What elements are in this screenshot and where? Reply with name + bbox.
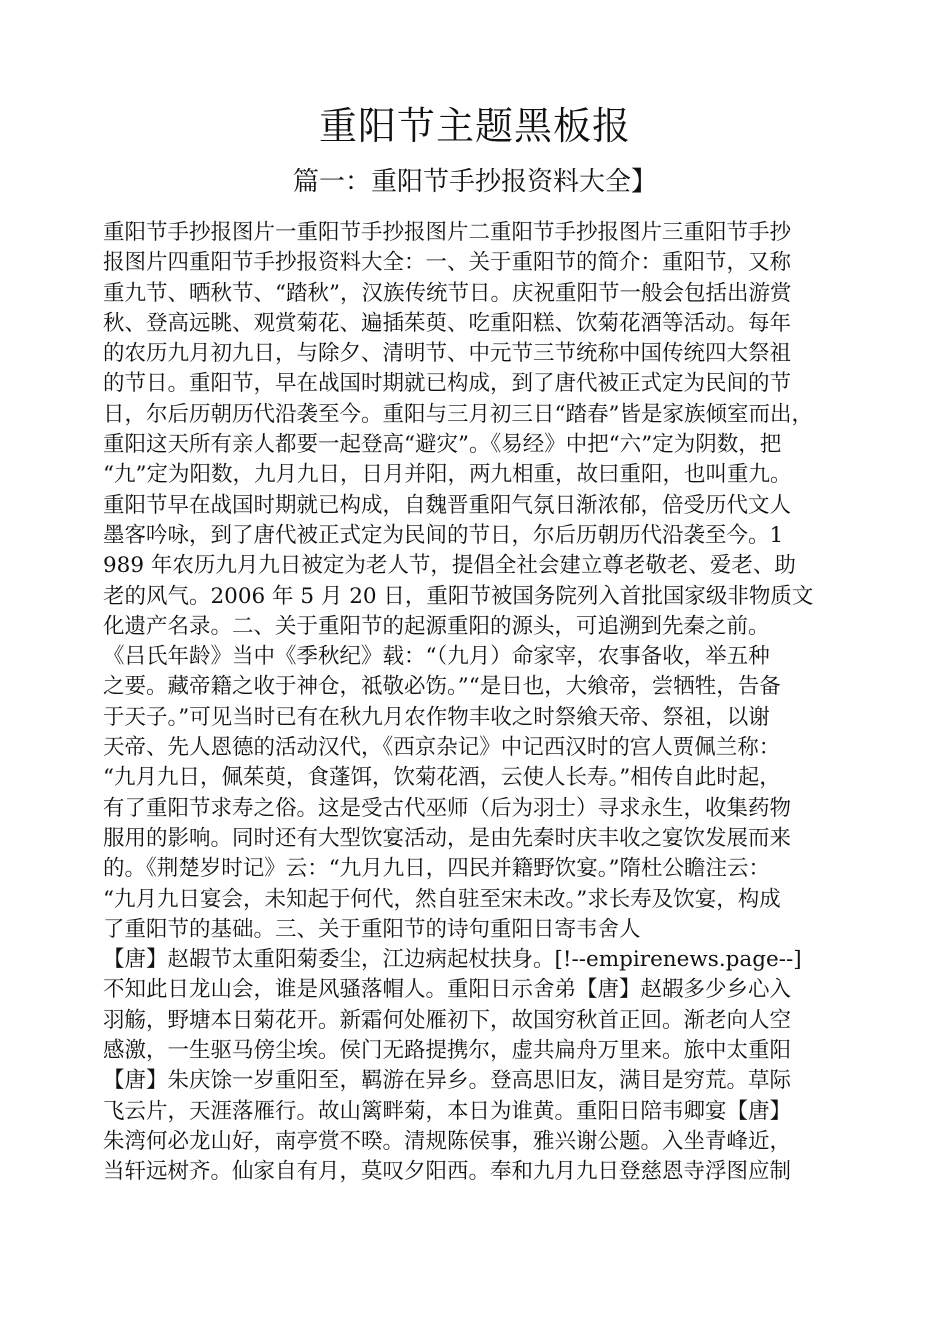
body-text-line: “九”定为阳数，九月九日，日月并阳，两九相重，故曰重阳，也叫重九。 [103,462,792,488]
document-title: 重阳节主题黑板报 [318,104,631,148]
body-text-line: 墨客吟咏，到了唐代被正式定为民间的节日，尔后历朝历代沿袭至今。1 [103,522,784,548]
body-text-line: 有了重阳节求寿之俗。这是受古代巫师（后为羽士）寻求永生，收集药物 [103,795,792,821]
body-text-line: 989 年农历九月九日被定为老人节，提倡全社会建立尊老敬老、爱老、助 [103,553,796,579]
body-text-line: 当轩远树齐。仙家自有月，莫叹夕阳西。奉和九月九日登慈恩寺浮图应制 [103,1159,792,1185]
body-text-line: 【唐】朱庆馀一岁重阳至，羁游在异乡。登高思旧友，满目是穷荒。草际 [103,1068,792,1094]
body-text-line: 的。《荆楚岁时记》云：“九月九日，四民并籍野饮宴。”隋杜公瞻注云： [103,856,770,882]
document-body [103,218,863,1188]
body-text-line: 重阳节手抄报图片一重阳节手抄报图片二重阳节手抄报图片三重阳节手抄 [103,220,792,245]
body-text-line: “九月九日，佩茱萸，食蓬饵，饮菊花酒，云使人长寿。”相传自此时起， [103,765,781,791]
body-text-line: 重阳节早在战国时期就已构成，自魏晋重阳气氛日渐浓郁，倍受历代文人 [103,492,792,518]
body-text-line: “九月九日宴会，未知起于何代，然自驻至宋未改。”求长寿及饮宴，构成 [103,886,781,912]
body-text-line: 报图片四重阳节手抄报资料大全：一、关于重阳节的简介：重阳节，又称 [103,250,792,276]
body-text-line: 【唐】赵嘏节太重阳菊委尘，江边病起杖扶身。[!--empirenews.page--] [103,947,802,973]
body-text-line: 飞云片，天涯落雁行。故山篱畔菊，本日为谁黄。重阳日陪韦卿宴【唐】 [103,1098,792,1124]
body-text-line: 不知此日龙山会，谁是风骚落帽人。重阳日示舍弟【唐】赵嘏多少乡心入 [103,977,792,1003]
body-text-line: 羽觞，野塘本日菊花开。新霜何处雁初下，故国穷秋首正回。渐老向人空 [103,1007,792,1033]
body-text-line: 秋、登高远眺、观赏菊花、遍插茱萸、吃重阳糕、饮菊花酒等活动。每年 [103,310,792,336]
body-text-line: 于天子。”可见当时已有在秋九月农作物丰收之时祭飨天帝、祭祖，以谢 [103,704,770,730]
body-text-line: 天帝、先人恩德的活动汉代，《西京杂记》中记西汉时的宫人贾佩兰称： [103,735,781,761]
body-text-line: 服用的影响。同时还有大型饮宴活动，是由先秦时庆丰收之宴饮发展而来 [103,825,792,851]
body-text-line: 《吕氏年龄》当中《季秋纪》载：“（九月）命家宰，农事备收，举五种 [103,644,770,670]
body-text-line: 朱湾何必龙山好，南亭赏不暌。清规陈侯事，雅兴谢公题。入坐青峰近， [103,1128,792,1154]
body-text-line: 之要。藏帝籍之收于神仓，祗敬必饬。”“是日也，大飨帝，尝牺牲，告备 [103,674,781,700]
body-text-line: 化遗产名录。二、关于重阳节的起源重阳的源头，可追溯到先秦之前。 [103,613,770,639]
body-text-line: 日，尔后历朝历代沿袭至今。重阳与三月初三日“踏春”皆是家族倾室而出， [103,401,813,427]
body-text-line: 感激，一生驱马傍尘埃。侯门无路提携尔，虚共扁舟万里来。旅中太重阳 [103,1038,792,1064]
body-text-line: 的节日。重阳节，早在战国时期就已构成，到了唐代被正式定为民间的节 [103,371,792,397]
body-text-line: 重九节、晒秋节、“踏秋”，汉族传统节日。庆祝重阳节一般会包括出游赏 [103,280,792,306]
body-text-line: 重阳这天所有亲人都要一起登高“避灾”。《易经》中把“六”定为阴数，把 [103,432,782,458]
body-text-line: 的农历九月初九日，与除夕、清明节、中元节三节统称中国传统四大祭祖 [103,341,792,367]
document-subtitle: 篇一：重阳节手抄报资料大全】 [292,167,657,197]
body-text-line: 了重阳节的基础。三、关于重阳节的诗句重阳日寄韦舍人 [103,916,641,942]
body-text-line: 老的风气。2006 年 5 月 20 日，重阳节被国务院列入首批国家级非物质文 [103,583,814,609]
